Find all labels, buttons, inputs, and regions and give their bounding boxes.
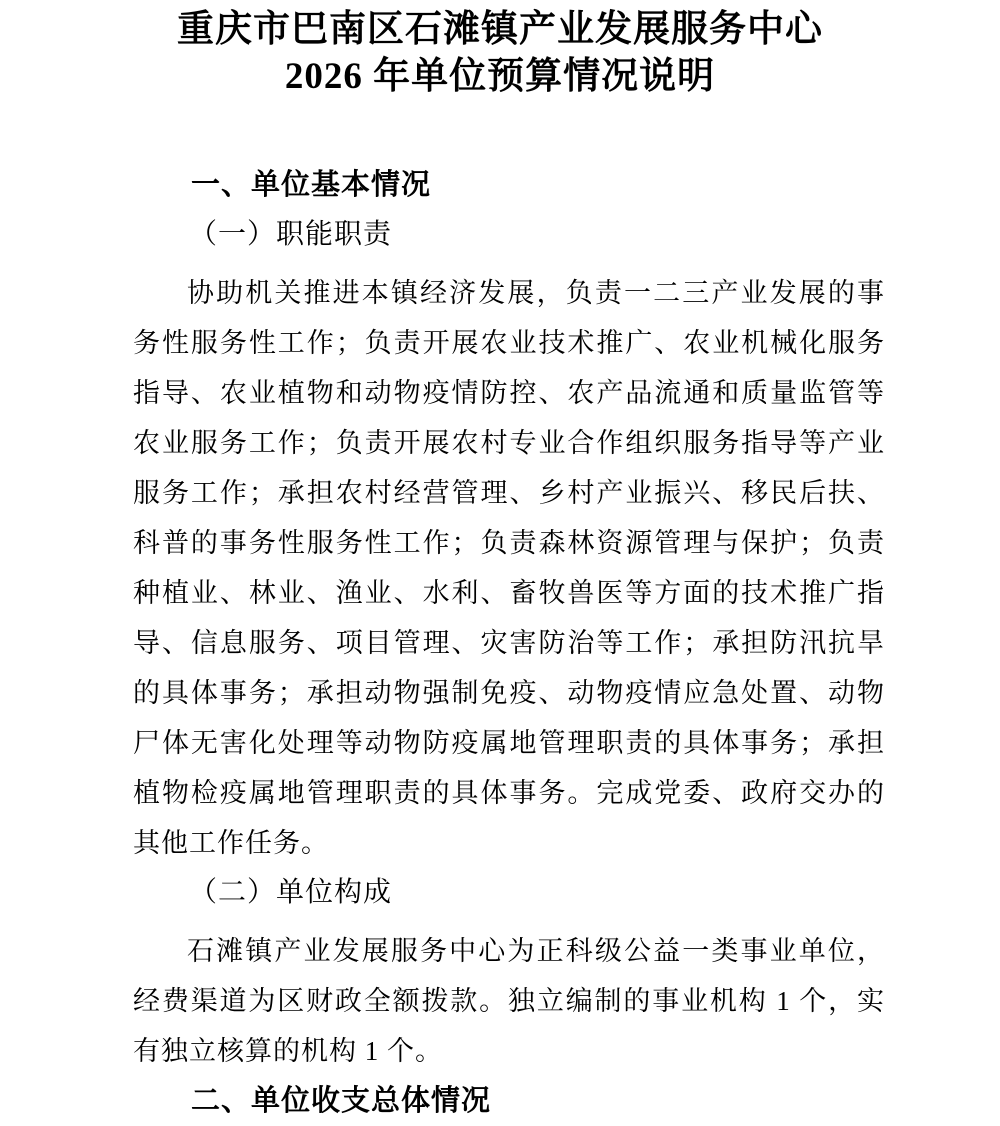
- document-title-line-1: 重庆市巴南区石滩镇产业发展服务中心: [177, 9, 823, 50]
- paragraph-duties: 协助机关推进本镇经济发展，负责一二三产业发展的事务性服务性工作；负责开展农业技术推广、农业机械化服务指导、农业植物和动物疫情防控、农产品流通和质量监管等农业服务工作；负责开展农村专业合作组织服务指导等产业服务工作；承担农村经营管理、乡村产业振兴、移民后扶、科普的事务性服务性工作；负责森林资源管理与保护；负责种植业、林业、渔业、水利、畜牧兽医等方面的技术推广指导、信息服务、项目管理、灾害防治等工作；承担防汛抗旱的具体事务；承担动物强制免疫、动物疫情应急处置、动物尸体无害化处理等动物防疫属地管理职责的具体事务；承担植物检疫属地管理职责的具体事务。完成党委、政府交办的其他工作任务。: [133, 278, 885, 858]
- document-body: [133, 160, 885, 1126]
- paragraph-unit-composition: 石滩镇产业发展服务中心为正科级公益一类事业单位，经费渠道为区财政全额拨款。独立编制的事业机构 1 个，实有独立核算的机构 1 个。: [133, 936, 885, 1066]
- document-title-line-2: 2026 年单位预算情况说明: [284, 56, 716, 97]
- document-title: [0, 0, 1000, 100]
- section-heading-revenue-expenditure: 二、单位收支总体情况: [191, 1085, 492, 1117]
- subsection-heading-duties: （一）职能职责: [189, 219, 393, 250]
- subsection-heading-unit-composition: （二）单位构成: [189, 877, 393, 908]
- section-heading-basic-info: 一、单位基本情况: [191, 169, 432, 201]
